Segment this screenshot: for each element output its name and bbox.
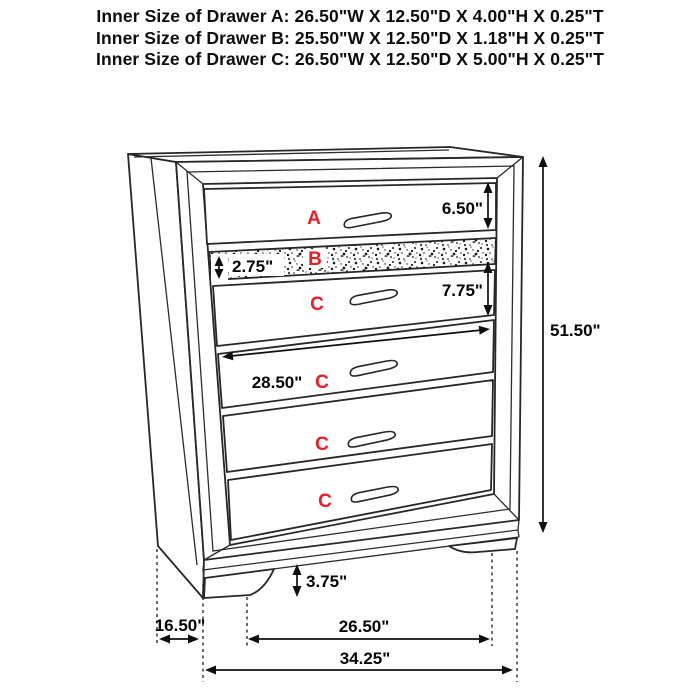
drawer-a-label: A bbox=[307, 208, 321, 229]
drawer-c1-label: C bbox=[310, 294, 324, 315]
dim-overall-height bbox=[539, 156, 601, 533]
drawer-c4-label: C bbox=[318, 491, 332, 512]
drawer-c2-label: C bbox=[315, 372, 329, 393]
dim-drawer-b-height-label: 2.75" bbox=[232, 257, 274, 276]
dim-overall-height-label: 51.50" bbox=[550, 321, 601, 340]
header-line-drawer-c: Inner Size of Drawer C: 26.50"W X 12.50"D X 5.00"H X 0.25"T bbox=[96, 49, 604, 69]
header-line-drawer-a: Inner Size of Drawer A: 26.50"W X 12.50"D X 4.00"H X 0.25"T bbox=[96, 6, 604, 26]
dim-drawer-a-height-label: 6.50" bbox=[441, 199, 483, 218]
dim-side-depth bbox=[155, 616, 206, 644]
dim-foot-height bbox=[293, 564, 348, 597]
right-foot bbox=[449, 538, 517, 552]
drawer-b-label: B bbox=[308, 249, 322, 270]
header-line-drawer-b: Inner Size of Drawer B: 25.50"W X 12.50"D X 1.18"H X 0.25"T bbox=[96, 27, 604, 48]
dim-drawer-c-height-label: 7.75" bbox=[441, 281, 483, 300]
dim-inner-width-label: 26.50" bbox=[338, 617, 390, 636]
dim-side-depth-label: 16.50" bbox=[154, 616, 206, 635]
drawer-c3-label: C bbox=[315, 434, 329, 455]
dim-foot-height-label: 3.75" bbox=[306, 572, 348, 591]
dim-overall-width bbox=[205, 649, 513, 675]
left-foot bbox=[204, 569, 274, 598]
dim-overall-width-label: 34.25" bbox=[339, 649, 391, 668]
dim-drawer-width-label: 28.50" bbox=[251, 373, 303, 392]
dim-inner-width bbox=[248, 617, 490, 644]
